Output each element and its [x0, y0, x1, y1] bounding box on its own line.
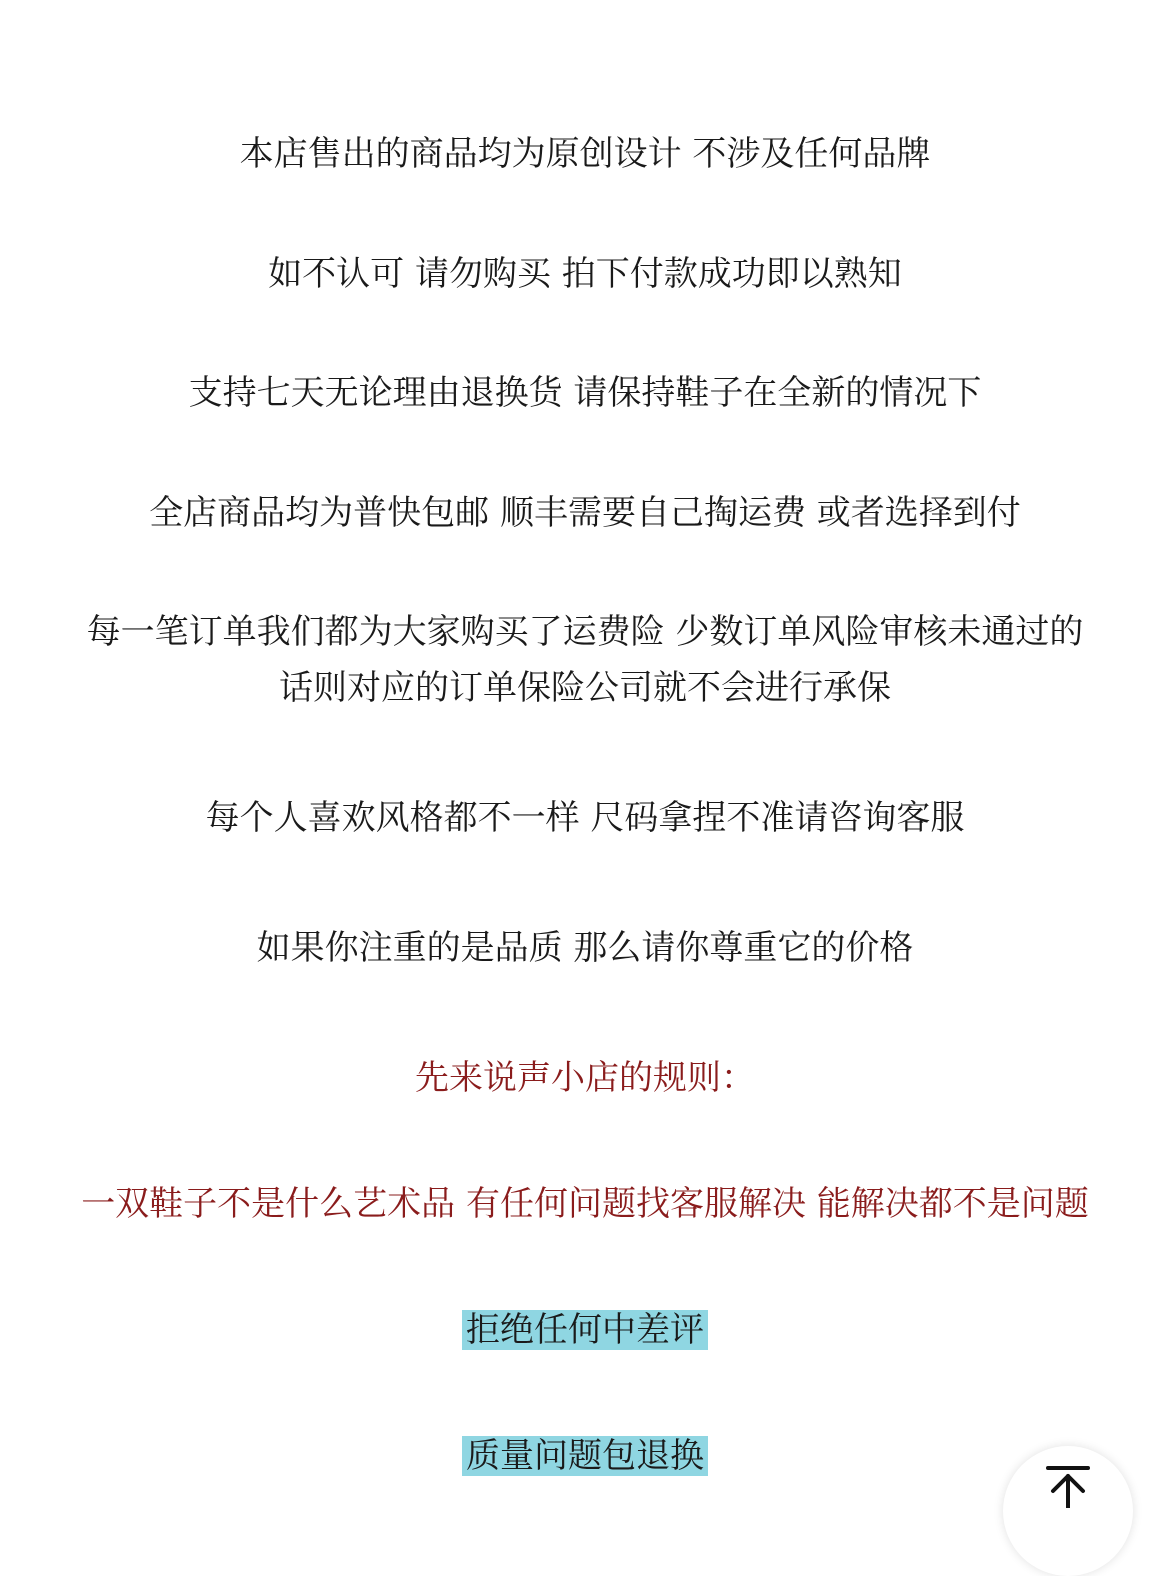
- highlight-line-2: [0, 1428, 1170, 1484]
- notice-line-7: 每个人喜欢风格都不一样 尺码拿捏不准请咨询客服: [205, 798, 965, 838]
- rules-heading: 先来说声小店的规则：: [415, 1058, 755, 1098]
- notice-line-2: 如不认可 请勿购买 拍下付款成功即以熟知: [268, 254, 902, 294]
- rules-text: 一双鞋子不是什么艺术品 有任何问题找客服解决 能解决都不是问题: [81, 1184, 1089, 1224]
- highlight-text-1: 拒绝任何中差评: [462, 1310, 708, 1350]
- highlight-text-2: 质量问题包退换: [462, 1436, 708, 1476]
- notice-line-3: 支持七天无论理由退换货 请保持鞋子在全新的情况下: [188, 373, 982, 413]
- back-to-top-button[interactable]: [1003, 1446, 1133, 1576]
- notice-line-8: 如果你注重的是品质 那么请你尊重它的价格: [256, 928, 914, 968]
- notice-line-4: 全店商品均为普快包邮 顺丰需要自己掏运费 或者选择到付: [149, 493, 1021, 533]
- arrow-up-to-line-icon: [1044, 1464, 1092, 1508]
- highlight-line-1: [0, 1302, 1170, 1358]
- notice-line-1: 本店售出的商品均为原创设计 不涉及任何品牌: [239, 134, 931, 174]
- notice-line-5: 每一笔订单我们都为大家购买了运费险 少数订单风险审核未通过的: [86, 612, 1084, 652]
- notice-line-6: 话则对应的订单保险公司就不会进行承保: [279, 668, 891, 708]
